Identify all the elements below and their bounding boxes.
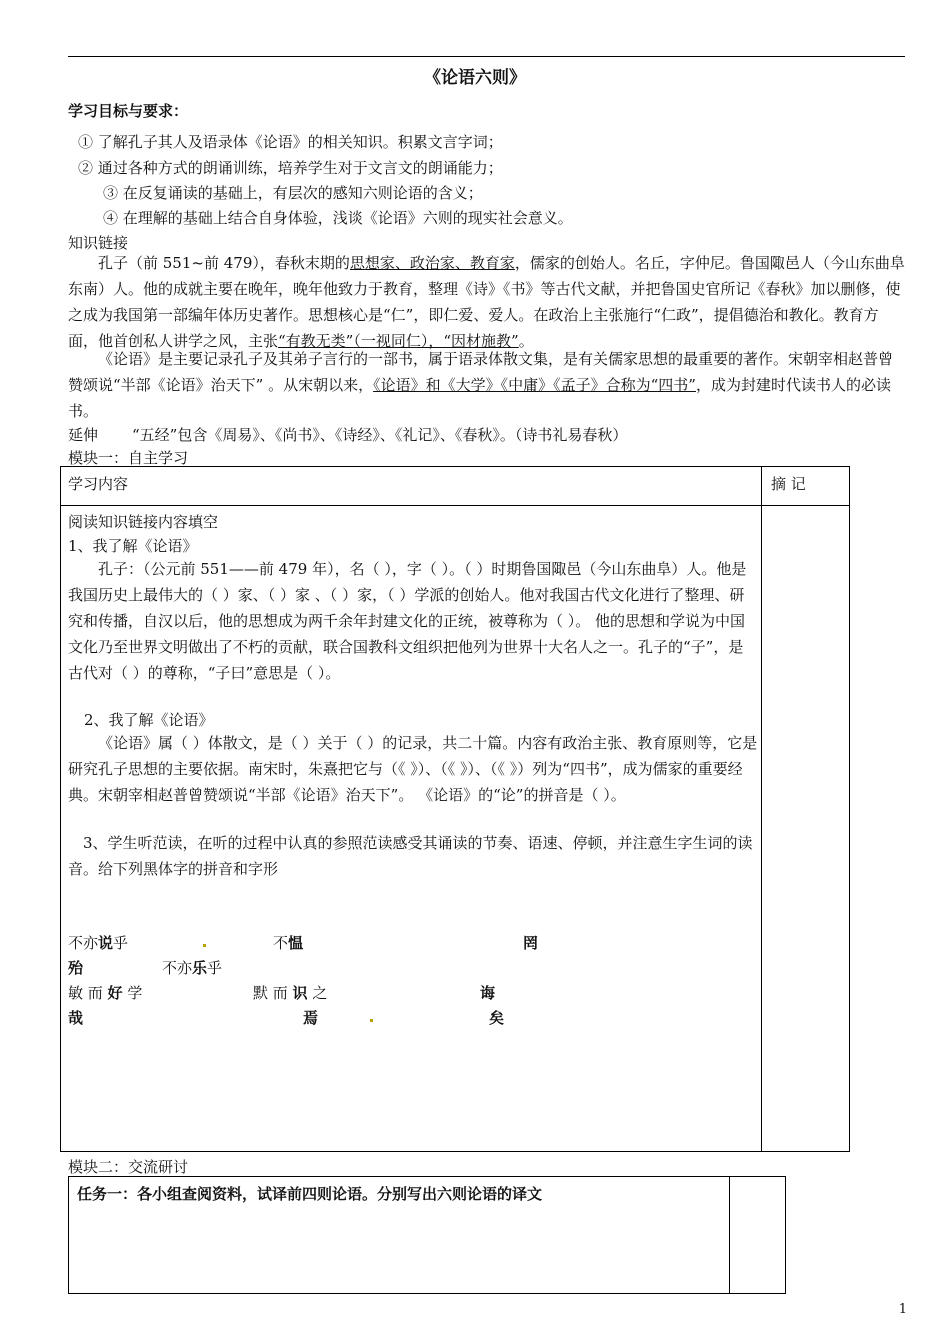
vocab-word: 诲 [480, 984, 496, 1002]
section2-text: 《论语》属（ ）体散文，是（ ）关于（ ）的记录，共二十篇。内容有政治主张、教育原则等，它是研究孔子思想的主要依据。南宋时，朱熹把它与（《 》）、（《 》）、（《 》）列为“四书”，成为儒家的重要经典。宋朝宰相赵普曾赞颂说“半部《论语》治天下”。 《论语》的“论”的拼音是（ ）。 [68, 734, 758, 804]
extension-label: 延伸 [68, 426, 99, 444]
table-divider [729, 1176, 730, 1293]
table-divider [761, 466, 762, 1151]
objectives-heading: 学习目标与要求： [68, 102, 189, 120]
section1-title: 1、我了解《论语》 [68, 537, 198, 555]
header-rule [68, 56, 905, 57]
section2-title: 2、我了解《论语》 [84, 711, 214, 729]
page-title: 《论语六则》 [424, 68, 526, 88]
knowledge-heading: 知识链接 [68, 234, 129, 252]
task1-heading: 任务一：各小组查阅资料，试译前四则论语。分别写出六则论语的译文 [77, 1185, 543, 1203]
section3-text: 3、学生听范读，在听的过程中认真的参照范读感受其诵读的节奏、语速、停顿，并注意生字生词的读音。给下列黑体字的拼音和字形 [68, 834, 753, 878]
analects-paragraph: 《论语》是主要记录孔子及其弟子言行的一部书，属于语录体散文集，是有关儒家思想的最重要的著作。宋朝宰相赵普曾赞颂说“半部《论语》治天下” 。从宋朝以来，《论语》和《大学》《中庸》《孟子》合称为“四书”，成为封建时代读书人的必读书。 [68, 350, 894, 420]
vocab-word: 不愠 [273, 934, 304, 952]
col-notes-header: 摘 记 [771, 475, 806, 493]
confucius-paragraph: 孔子（前 551~前 479），春秋末期的思想家、政治家、教育家，儒家的创始人。名丘，字仲尼。鲁国陬邑人（今山东曲阜东南）人。他的成就主要在晚年，晚年他致力于教育，整理《诗》《书》等古代文献，并把鲁国史官所记《春秋》加以删修，使之成为我国第一部编年体历史著作。思想核心是“仁”，即仁爱、爱人。在政治上主张施行“仁政”，提倡德治和教化。教育方面，他首创私人讲学之风，主张“有教无类”（一视同仁），“因材施教”。 [68, 254, 905, 350]
vocab-word: 不亦说乎 [68, 934, 129, 952]
vocab-word: 不亦乐乎 [162, 959, 223, 977]
vocab-word: 焉 [303, 1009, 319, 1027]
col-content-header: 学习内容 [68, 475, 129, 493]
section1-text: 孔子：（公元前 551——前 479 年），名（ ），字（ ）。（ ）时期鲁国陬邑（今山东曲阜）人。他是我国历史上最伟大的（ ）家、（ ）家 、（ ）家，（ ）学派的创始人。他对我国古代文化进行了整理、研究和传播，自汉以后，他的思想成为两千余年封建文化的正统，被尊称为（ ）。 他的思想和学说为中国文化乃至世界文明做出了不朽的贡献，联合国教科文组织把他列为世界十大名人之一。孔子的“子”，是古代对（ ）的尊称，“子曰”意思是（ ）。 [68, 560, 747, 682]
objective-item: ④ 在理解的基础上结合自身体验，浅谈《论语》六则的现实社会意义。 [103, 209, 573, 227]
marker-dot [370, 1019, 373, 1022]
objective-item: ③ 在反复诵读的基础上，有层次的感知六则论语的含义； [103, 184, 483, 202]
extension-text: “五经”包含《周易》、《尚书》、《诗经》、《礼记》、《春秋》。（诗书礼易春秋） [132, 426, 628, 444]
module1-label: 模块一：自主学习 [68, 449, 189, 467]
marker-dot [203, 944, 206, 947]
module2-label: 模块二：交流研讨 [68, 1158, 189, 1176]
vocab-word: 默 而 识 之 [253, 984, 328, 1002]
vocab-word: 罔 [523, 934, 539, 952]
objective-item: ② 通过各种方式的朗诵训练，培养学生对于文言文的朗诵能力； [78, 159, 503, 177]
vocab-word: 殆 [68, 959, 84, 977]
module1-instruction: 阅读知识链接内容填空 [68, 513, 219, 531]
vocab-word: 敏 而 好 学 [68, 984, 143, 1002]
vocab-word: 矣 [489, 1009, 505, 1027]
page-number: 1 [898, 1302, 907, 1317]
objective-item: ① 了解孔子其人及语录体《论语》的相关知识。积累文言字词； [78, 133, 503, 151]
vocab-word: 哉 [68, 1009, 84, 1027]
table-header-rule [60, 505, 849, 506]
